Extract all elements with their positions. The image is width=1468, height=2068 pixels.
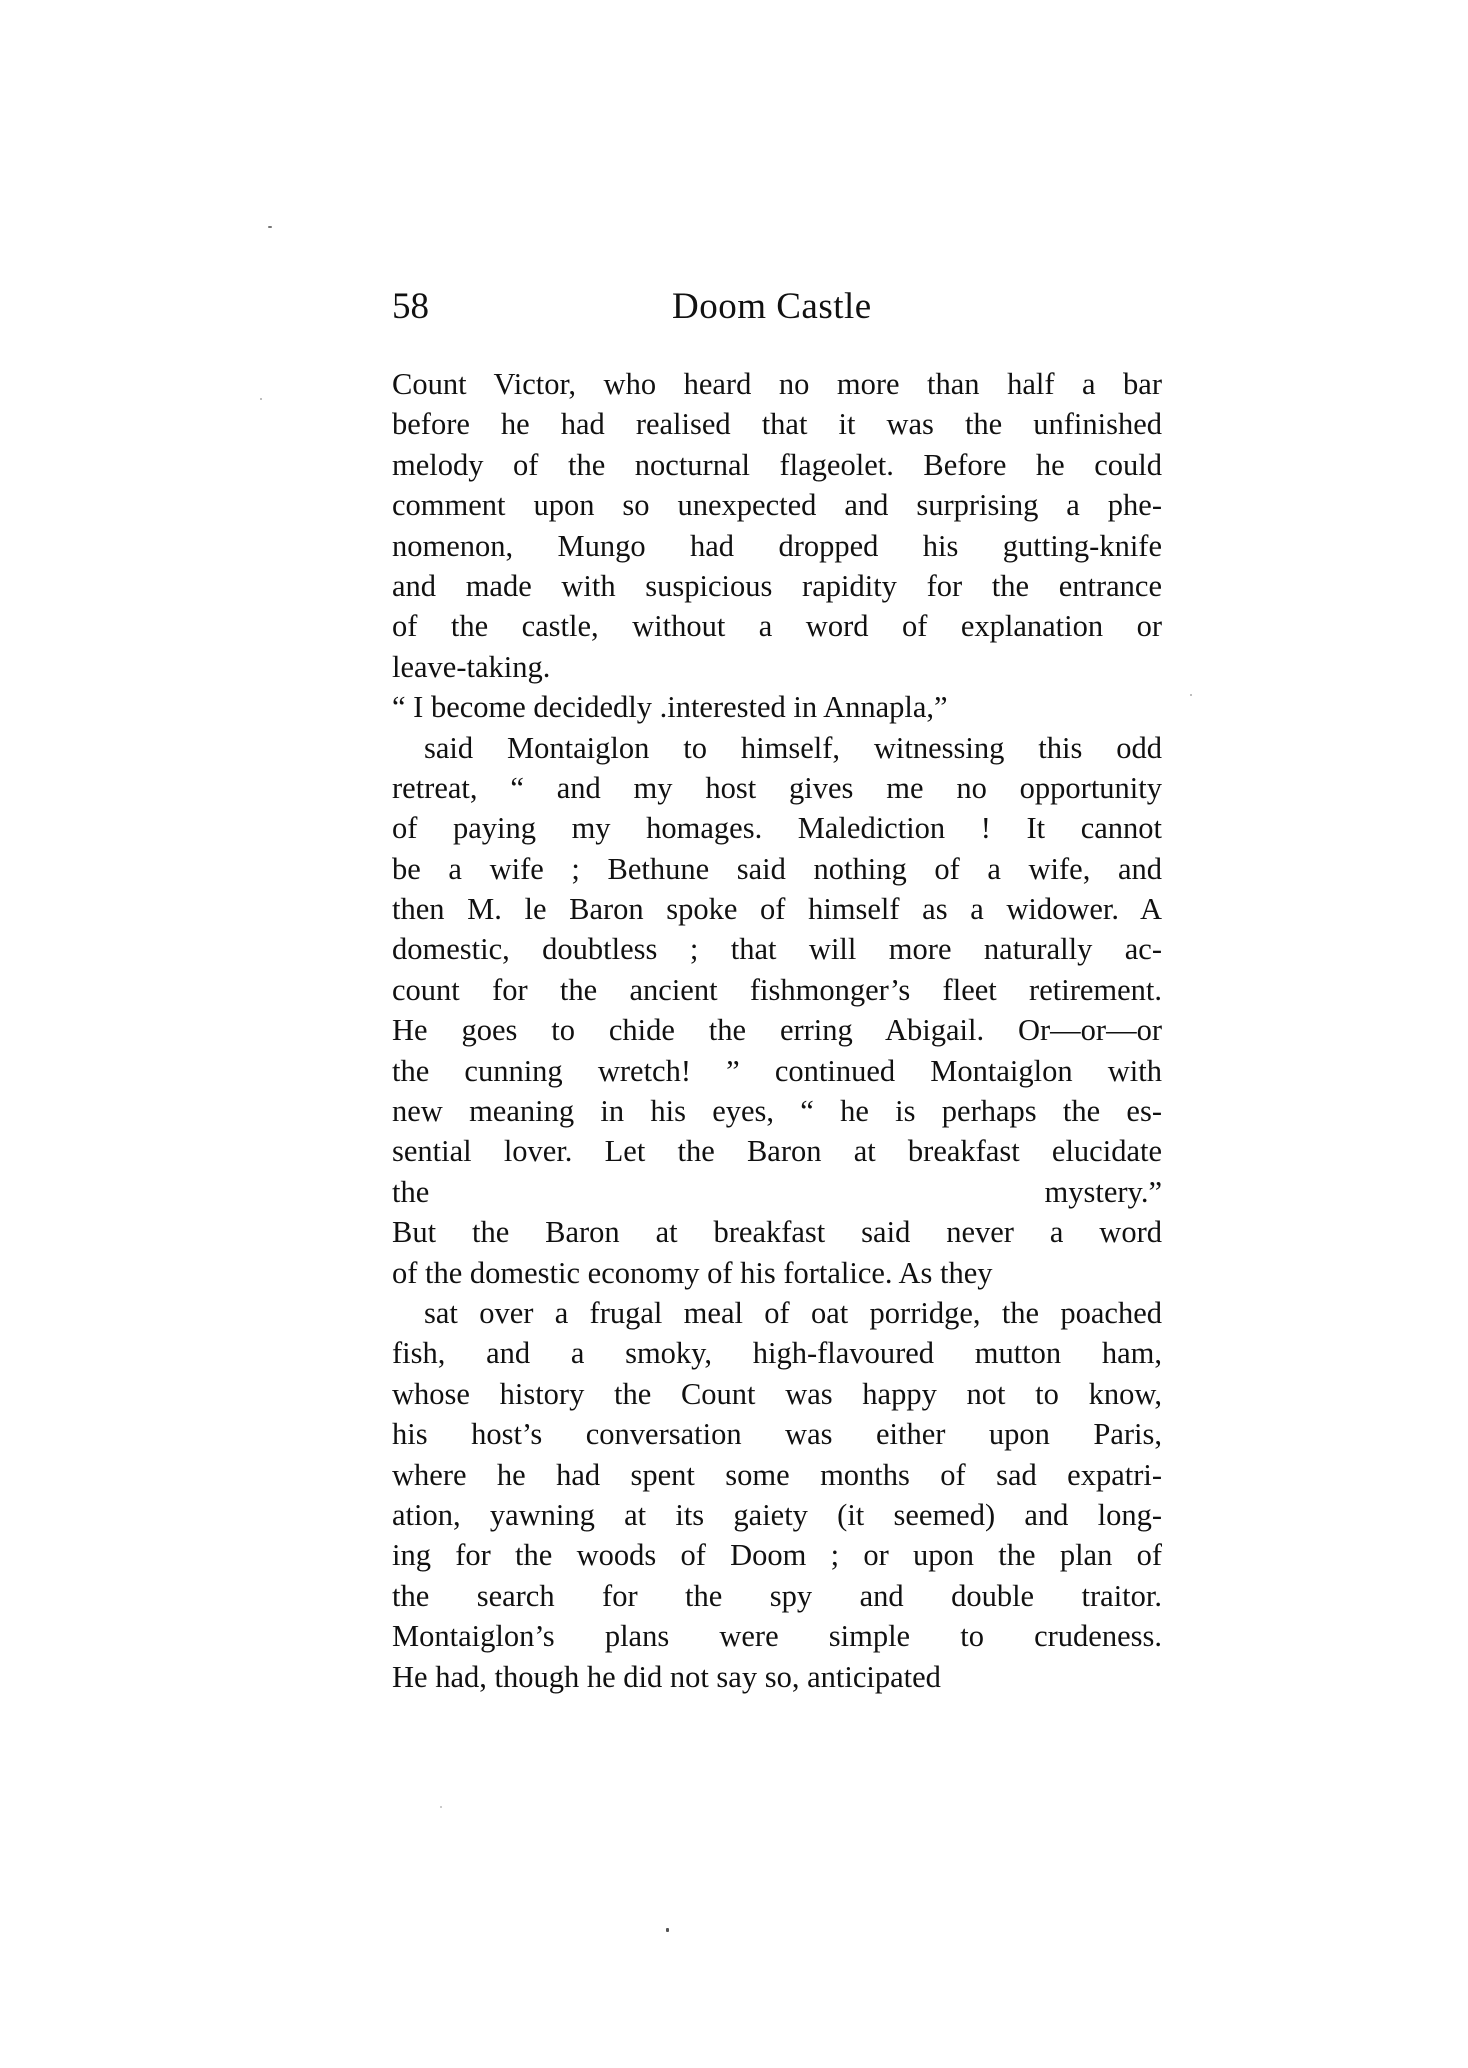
ink-speck bbox=[268, 226, 272, 228]
body-text bbox=[392, 364, 1162, 1778]
text-line: Count Victor, who heard no more than half a bar bbox=[392, 367, 1162, 401]
text-line: said Montaiglon to himself, witnessing this odd bbox=[424, 730, 1162, 765]
text-line: fish, and a smoky, high-flavoured mutton ham, bbox=[392, 1336, 1162, 1371]
ink-speck bbox=[1190, 694, 1192, 696]
text-line: leave-taking. bbox=[392, 649, 551, 684]
text-line: But the Baron at breakfast said never a word bbox=[392, 1215, 1162, 1250]
running-head bbox=[392, 278, 1160, 336]
running-title: Doom Castle bbox=[672, 286, 872, 327]
text-line bbox=[392, 1737, 1162, 1777]
text-line: “ I become decidedly .interested in Annapla,” bbox=[392, 690, 948, 725]
text-line: before he had realised that it was the unfinished bbox=[392, 407, 1162, 442]
text-line bbox=[392, 1697, 1162, 1737]
text-line: domestic, doubtless ; that will more naturally ac- bbox=[392, 932, 1162, 967]
text-line: count for the ancient fishmonger’s fleet retirement. bbox=[392, 972, 1162, 1007]
text-line: retreat, “ and my host gives me no opportunity bbox=[392, 770, 1162, 805]
text-line: and made with suspicious rapidity for the entrance bbox=[392, 568, 1162, 603]
text-line: of the domestic economy of his fortalice. As they bbox=[392, 1255, 993, 1290]
page-number: 58 bbox=[392, 286, 429, 327]
text-line: sential lover. Let the Baron at breakfast elucidate bbox=[392, 1134, 1162, 1169]
text-line: of paying my homages. Malediction ! It cannot bbox=[392, 811, 1162, 846]
text-line: He goes to chide the erring Abigail. Or—or—or bbox=[392, 1013, 1162, 1048]
text-line: then M. le Baron spoke of himself as a widower. A bbox=[392, 892, 1162, 927]
text-line: the cunning wretch! ” continued Montaiglon with bbox=[392, 1053, 1162, 1088]
text-line: sat over a frugal meal of oat porridge, the poached bbox=[424, 1295, 1162, 1330]
text-line: of the castle, without a word of explanation or bbox=[392, 609, 1162, 644]
text-line: his host’s conversation was either upon Paris, bbox=[392, 1417, 1162, 1452]
text-line: He had, though he did not say so, anticipated bbox=[392, 1659, 941, 1694]
ink-speck bbox=[666, 1928, 669, 1932]
ink-speck bbox=[260, 398, 262, 400]
text-line: melody of the nocturnal flageolet. Before he could bbox=[392, 447, 1162, 482]
text-line: ation, yawning at its gaiety (it seemed) and long- bbox=[392, 1497, 1162, 1532]
text-line: nomenon, Mungo had dropped his gutting-knife bbox=[392, 528, 1162, 563]
text-line: where he had spent some months of sad expatri- bbox=[392, 1457, 1162, 1492]
text-line: Montaiglon’s plans were simple to crudeness. bbox=[392, 1619, 1162, 1654]
text-line: be a wife ; Bethune said nothing of a wife, and bbox=[392, 851, 1162, 886]
text-line: whose history the Count was happy not to know, bbox=[392, 1376, 1162, 1411]
text-line: comment upon so unexpected and surprising a phe- bbox=[392, 488, 1162, 523]
text-line: new meaning in his eyes, “ he is perhaps the es- bbox=[392, 1094, 1162, 1129]
text-line: ing for the woods of Doom ; or upon the plan of bbox=[392, 1538, 1162, 1573]
ink-speck bbox=[440, 1806, 442, 1808]
text-line: the search for the spy and double traitor. bbox=[392, 1578, 1162, 1613]
text-line: the mystery.” bbox=[392, 1174, 1162, 1209]
